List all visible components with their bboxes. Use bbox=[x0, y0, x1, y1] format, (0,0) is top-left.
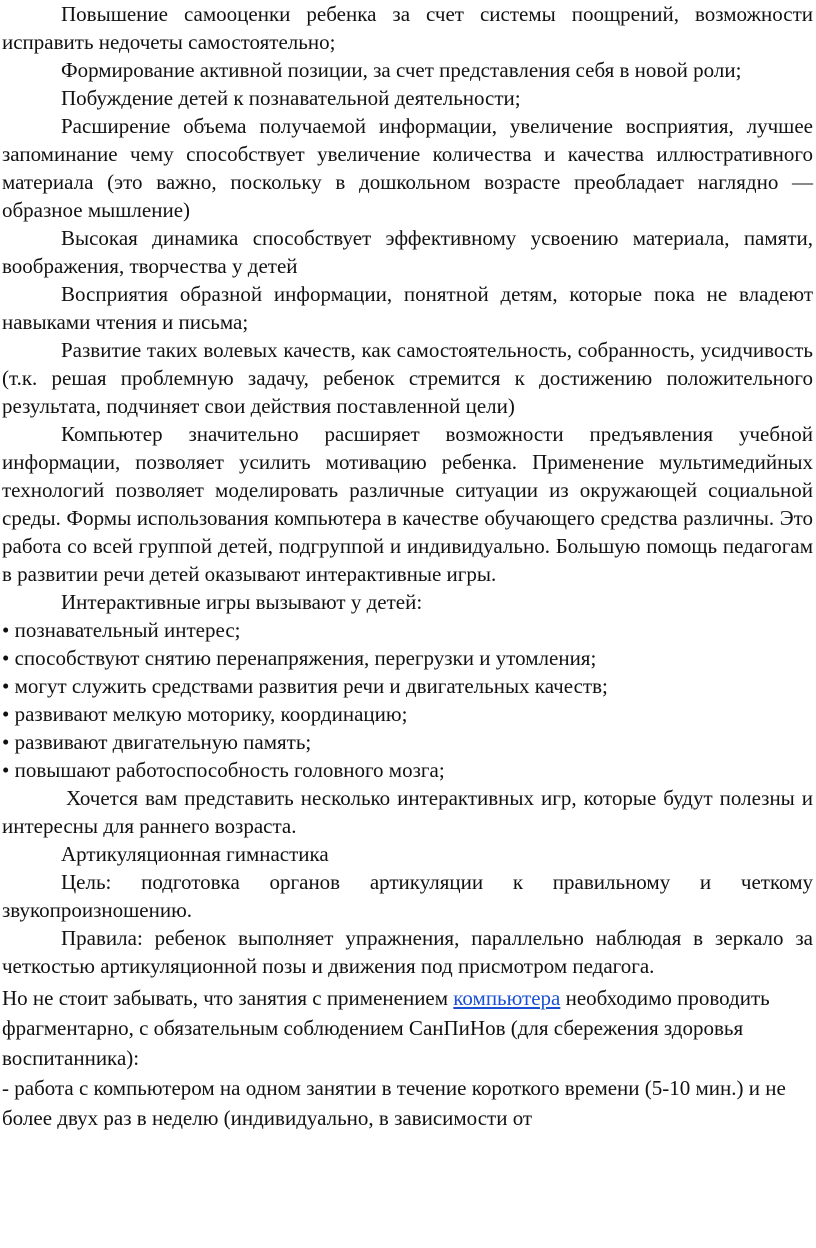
computer-link[interactable]: компьютера bbox=[453, 986, 561, 1010]
paragraph-active-position: Формирование активной позиции, за счет представления себя в новой роли; bbox=[61, 58, 742, 82]
paragraph-volitional-qualities: Развитие таких волевых качеств, как самостоятельность, собранность, усидчивость (т.к. решая проблемную задачу, ребенок стремится к достижению положительного результата, подчиняет свои действия поставленной цели) bbox=[2, 338, 813, 418]
paragraph-perception: Восприятия образной информации, понятной детям, которые пока не владеют навыками чтения и письма; bbox=[2, 282, 813, 334]
list-item: • развивают двигательную память; bbox=[2, 730, 312, 754]
closing-text-before-link: Но не стоит забывать, что занятия с применением bbox=[2, 986, 454, 1010]
paragraph-rules: Правила: ребенок выполняет упражнения, параллельно наблюдая в зеркало за четкостью артикуляционной позы и движения под присмотром педагога. bbox=[2, 926, 813, 978]
list-item: • повышают работоспособность головного мозга; bbox=[2, 758, 445, 782]
list-item: • познавательный интерес; bbox=[2, 618, 241, 642]
list-item: • способствуют снятию перенапряжения, перегрузки и утомления; bbox=[2, 646, 597, 670]
document-body bbox=[2, 0, 813, 980]
list-item: • могут служить средствами развития речи и двигательных качеств; bbox=[2, 674, 608, 698]
list-item: • развивают мелкую моторику, координацию; bbox=[2, 702, 408, 726]
paragraph-goal: Цель: подготовка органов артикуляции к правильному и четкому звукопроизношению. bbox=[2, 870, 813, 922]
paragraph-last: - работа с компьютером на одном занятии в течение короткого времени (5-10 мин.) и не более двух раз в неделю (индивидуально, в зависимости от bbox=[2, 1076, 786, 1130]
closing-section bbox=[2, 983, 813, 1133]
paragraph-interactive-games: Интерактивные игры вызывают у детей: bbox=[61, 590, 423, 614]
section-heading: Артикуляционная гимнастика bbox=[61, 842, 329, 866]
bullet-list bbox=[2, 616, 813, 784]
paragraph-closing bbox=[2, 983, 813, 1073]
paragraph-dynamics: Высокая динамика способствует эффективному усвоению материала, памяти, воображения, творчества у детей bbox=[2, 226, 813, 278]
paragraph-computer-possibilities: Компьютер значительно расширяет возможности предъявления учебной информации, позволяет усилить мотивацию ребенка. Применение мультимедийных технологий позволяет моделировать различные ситуации из окружающей социальной среды. Формы использования компьютера в качестве обучающего средства различны. Это работа со всей группой детей, подгруппой и индивидуально. Большую помощь педагогам в развитии речи детей оказывают интерактивные игры. bbox=[2, 422, 813, 586]
paragraph-cognitive-activity: Побуждение детей к познавательной деятельности; bbox=[61, 86, 521, 110]
paragraph-self-esteem: Повышение самооценки ребенка за счет системы поощрений, возможности исправить недочеты самостоятельно; bbox=[2, 2, 813, 54]
paragraph-games-intro: Хочется вам представить несколько интерактивных игр, которые будут полезны и интересны для раннего возраста. bbox=[2, 786, 813, 838]
paragraph-information-volume: Расширение объема получаемой информации, увеличение восприятия, лучшее запоминание чему способствует увеличение количества и качества иллюстративного материала (это важно, поскольку в дошкольном возрасте преобладает наглядно — образное мышление) bbox=[2, 114, 813, 222]
closing-text-after-link: необходимо проводить фрагментарно, с обязательным соблюдением СанПиНов (для сбережения здоровья воспитанника): bbox=[2, 986, 770, 1070]
